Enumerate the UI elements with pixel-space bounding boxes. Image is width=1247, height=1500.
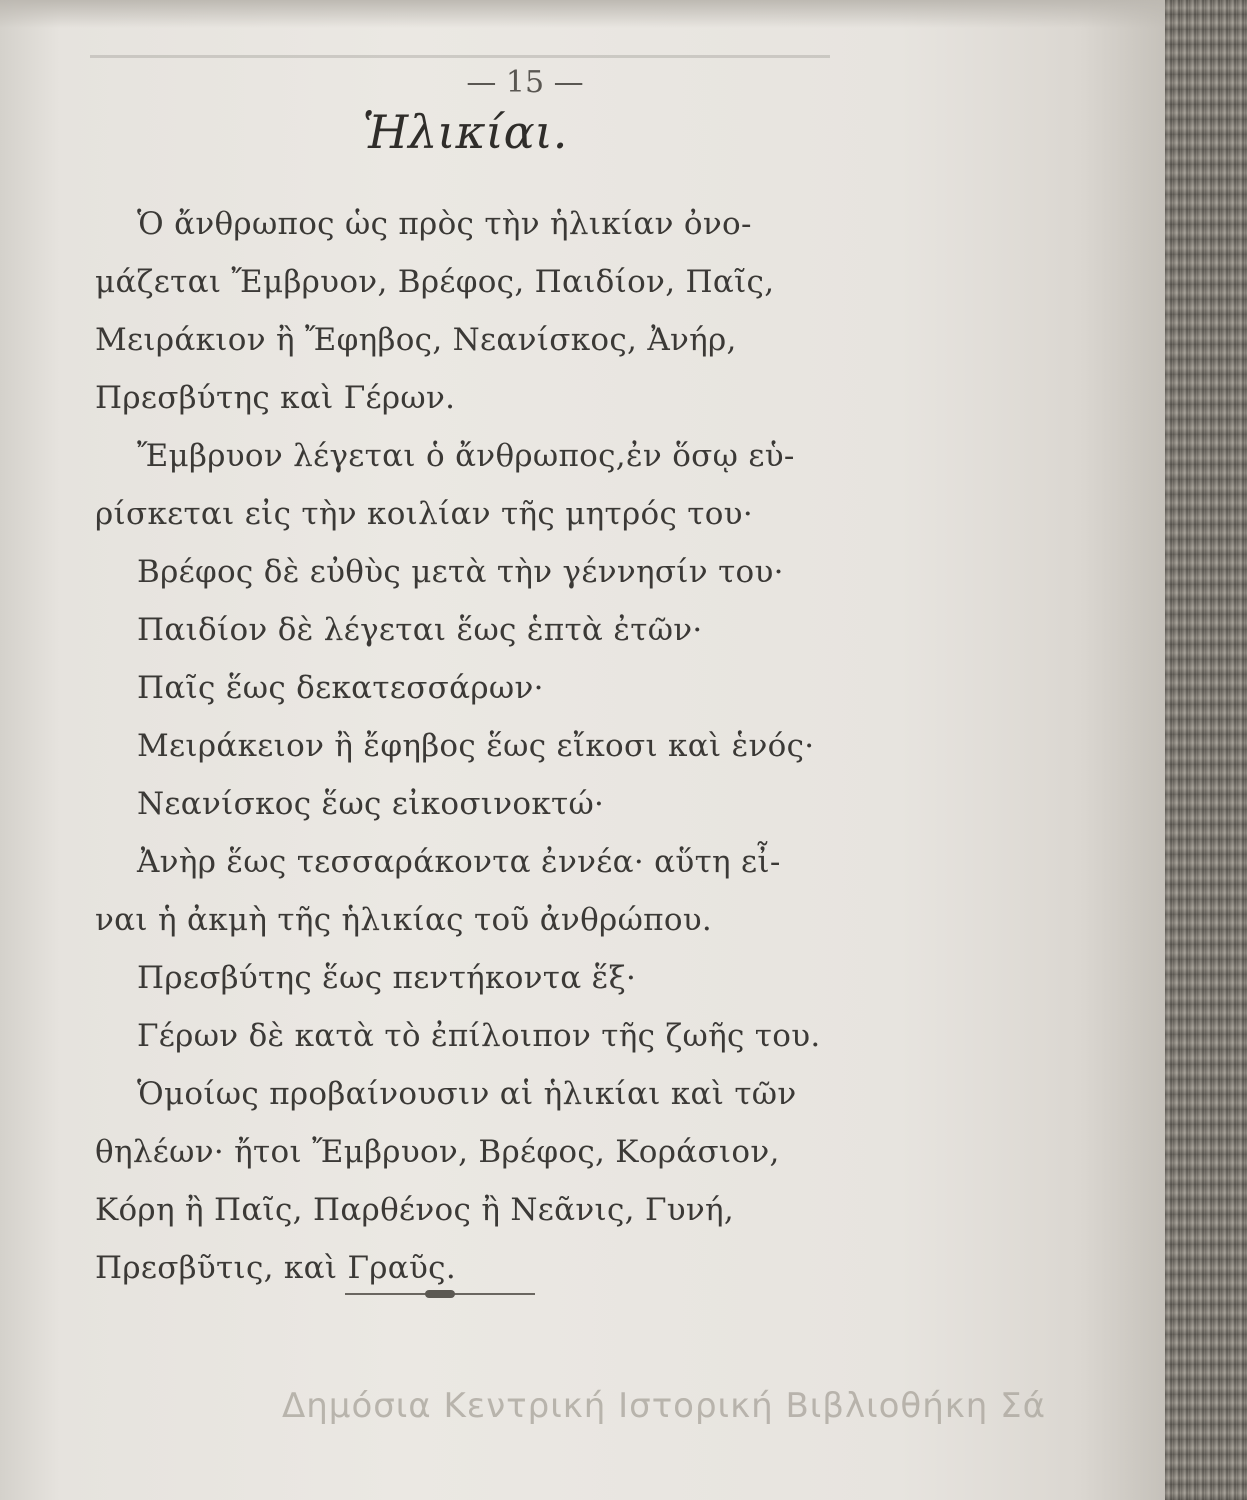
- page-heading: Ἡλικίαι.: [362, 105, 568, 159]
- text-line: Νεανίσκος ἕως εἰκοσινοκτώ·: [137, 786, 605, 822]
- text-line: ναι ἡ ἀκμὴ τῆς ἡλικίας τοῦ ἀνθρώπου.: [95, 902, 713, 938]
- text-line: Ὁ ἄνθρωπος ὡς πρὸς τὴν ἡλικίαν ὀνο-: [137, 206, 752, 242]
- text-line: μάζεται Ἔμβρυον, Βρέφος, Παιδίον, Παῖς,: [95, 264, 775, 300]
- text-line: Πρεσβῦτις, καὶ Γραῦς.: [95, 1250, 456, 1286]
- text-line: Βρέφος δὲ εὐθὺς μετὰ τὴν γέννησίν του·: [137, 554, 784, 590]
- section-end-ornament: [345, 1290, 535, 1298]
- page-number: — 15 —: [466, 65, 584, 100]
- text-line: Πρεσβύτης καὶ Γέρων.: [95, 380, 456, 416]
- paragraph-ages-intro: [95, 195, 835, 427]
- text-line: Μειράκειον ἢ ἔφηβος ἕως εἴκοσι καὶ ἑνός·: [137, 728, 815, 764]
- paragraph-female-ages: [95, 1065, 835, 1297]
- ornament-knot: [425, 1290, 455, 1298]
- text-line: Παιδίον δὲ λέγεται ἕως ἑπτὰ ἐτῶν·: [137, 612, 703, 648]
- paragraph-man: [95, 833, 835, 949]
- text-line: Ἔμβρυον λέγεται ὁ ἄνθρωπος,ἐν ὅσῳ εὑ-: [137, 438, 795, 474]
- page-top-shadow: [0, 0, 1165, 28]
- paragraph-adolescent: [95, 717, 835, 775]
- text-line: ρίσκεται εἰς τὴν κοιλίαν τῆς μητρός του·: [95, 496, 753, 532]
- text-line: θηλέων· ἤτοι Ἔμβρυον, Βρέφος, Κοράσιον,: [95, 1134, 780, 1170]
- text-line: Κόρη ἢ Παῖς, Παρθένος ἢ Νεᾶνις, Γυνή,: [95, 1192, 735, 1228]
- paragraph-boy: [95, 659, 835, 717]
- paragraph-embryo: [95, 427, 835, 543]
- paragraph-youth: [95, 775, 835, 833]
- paragraph-old-man: [95, 1007, 835, 1065]
- text-line: Μειράκιον ἢ Ἔφηβος, Νεανίσκος, Ἀνήρ,: [95, 322, 737, 358]
- text-line: Παῖς ἕως δεκατεσσάρων·: [137, 670, 544, 706]
- text-line: Ὁμοίως προβαίνουσιν αἱ ἡλικίαι καὶ τῶν: [137, 1076, 797, 1112]
- text-line: Πρεσβύτης ἕως πεντήκοντα ἕξ·: [137, 960, 637, 996]
- paragraph-elder: [95, 949, 835, 1007]
- text-line: Ἀνὴρ ἕως τεσσαράκοντα ἐννέα· αὕτη εἶ-: [137, 844, 781, 880]
- book-page-edges: [1165, 0, 1247, 1500]
- text-line: Γέρων δὲ κατὰ τὸ ἐπίλοιπον τῆς ζωῆς του.: [137, 1018, 821, 1054]
- paragraph-child: [95, 601, 835, 659]
- library-watermark: Δημόσια Κεντρική Ιστορική Βιβλιοθήκη Σά: [282, 1386, 1047, 1426]
- paragraph-infant: [95, 543, 835, 601]
